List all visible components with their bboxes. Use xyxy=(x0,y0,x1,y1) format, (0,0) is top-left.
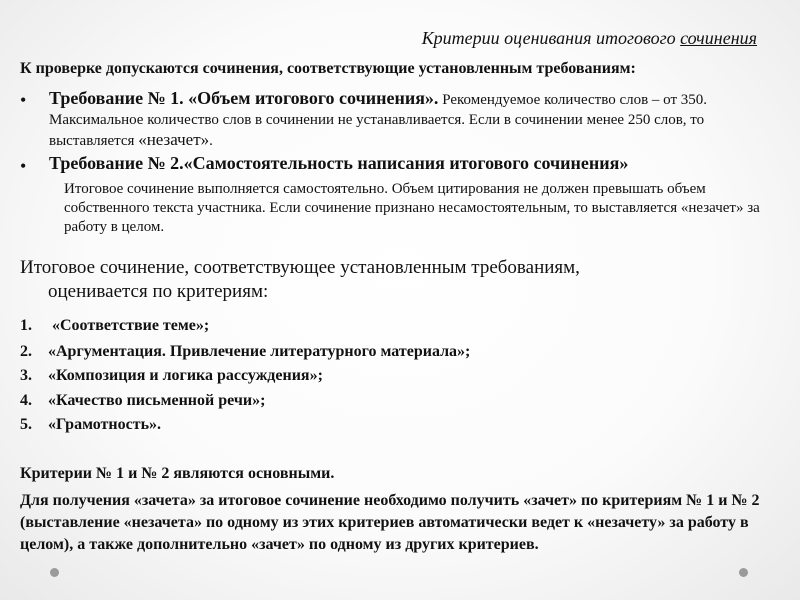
criteria-num-2: 2. xyxy=(20,343,32,360)
criteria-text-4: «Качество письменной речи»; xyxy=(48,392,266,409)
intro-text: К проверке допускаются сочинения, соответствующие установленным требованиям: xyxy=(20,60,636,77)
criteria-num-1: 1. xyxy=(20,317,32,334)
criteria-num-3: 3. xyxy=(20,367,32,384)
decorative-dot-right xyxy=(739,568,748,577)
criteria-item-3 xyxy=(20,367,323,385)
requirement-1-text: Рекомендуемое количество слов – от 350. Максимальное количество слов в сочинении не устанавливается. Если в сочинении менее 250 слов, то выставляется xyxy=(49,92,708,149)
criteria-text-3: «Композиция и логика рассуждения»; xyxy=(48,367,323,384)
criteria-text-2: «Аргументация. Привлечение литературного материала»; xyxy=(48,343,471,360)
criteria-item-1 xyxy=(20,317,209,335)
decorative-dot-left xyxy=(50,568,59,577)
criteria-num-4: 4. xyxy=(20,392,32,409)
slide-title xyxy=(0,28,757,49)
criteria-item-4 xyxy=(20,392,265,410)
requirement-1 xyxy=(49,88,789,151)
title-underlined: сочинения xyxy=(680,28,757,48)
criteria-num-5: 5. xyxy=(20,416,32,433)
evaluation-line-2: оценивается по критериям: xyxy=(48,281,269,302)
criteria-text-1: «Соответствие теме»; xyxy=(48,317,210,334)
title-text: Критерии оценивания итогового xyxy=(421,28,681,48)
evaluation-heading xyxy=(20,256,760,304)
requirement-2-head: Требование № 2.«Самостоятельность написания итогового сочинения» xyxy=(49,153,629,173)
criteria-item-2 xyxy=(20,343,470,361)
main-criteria-note: Критерии № 1 и № 2 являются основными. xyxy=(20,465,335,482)
pass-rule: Для получения «зачета» за итоговое сочинение необходимо получить «зачет» по критериям № 1 и № 2 (выставление «незачета» по одному из этих критериев автоматически ведет к «незачету» за работу в целом), а также дополнительно «зачет» по одному из других критериев. xyxy=(20,492,760,553)
requirement-1-result: «незачет» xyxy=(138,130,210,149)
requirement-2-text: Итоговое сочинение выполняется самостоятельно. Объем цитирования не должен превышать объем собственного текста участника. Если сочинение признано несамостоятельным, то выставляется «незачет» за работу в целом. xyxy=(64,181,760,235)
evaluation-line-1: Итоговое сочинение, соответствующее установленным требованиям, xyxy=(20,257,580,278)
criteria-item-5 xyxy=(20,416,161,434)
bullet-2: • xyxy=(20,156,27,176)
bullet-1: • xyxy=(20,90,27,110)
requirement-1-end: . xyxy=(209,133,213,149)
requirement-1-head: Требование № 1. «Объем итогового сочинения». xyxy=(49,88,439,108)
criteria-text-5: «Грамотность». xyxy=(48,416,162,433)
